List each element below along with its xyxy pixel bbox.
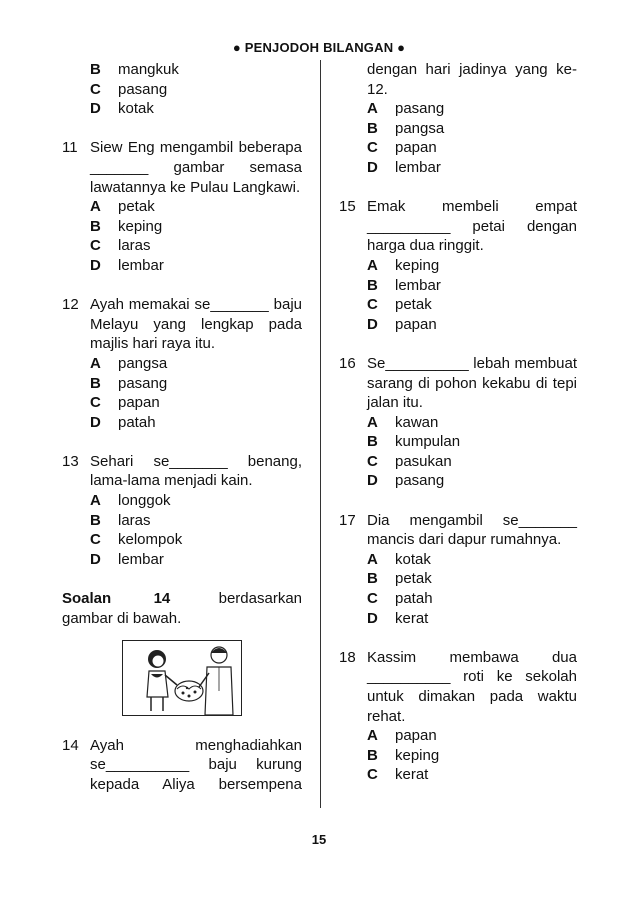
option-text: mangkuk — [118, 61, 179, 78]
option-a[interactable] — [90, 197, 302, 217]
option-c[interactable] — [367, 138, 577, 158]
option-text: lembar — [395, 158, 441, 176]
option-text: kumpulan — [395, 433, 461, 451]
option-letter: A — [90, 198, 101, 216]
option-letter: C — [90, 80, 101, 98]
question-10-tail — [62, 60, 302, 119]
option-text: petak — [118, 198, 155, 216]
option-text: laras — [118, 237, 151, 255]
option-letter: C — [367, 296, 378, 314]
option-letter: C — [367, 590, 378, 608]
option-text: keping — [395, 256, 440, 274]
option-letter: D — [367, 158, 378, 176]
options-q13 — [90, 491, 302, 569]
question-13 — [62, 452, 302, 570]
option-text: lembar — [118, 550, 164, 568]
question-stem: Se__________ lebah membuat sarang di pohon kekabu di tepi jalan itu. — [367, 354, 577, 412]
option-b[interactable] — [90, 511, 302, 531]
option-c[interactable] — [90, 393, 302, 413]
question-stem: Ayah menghadiahkan se__________ baju kurung kepada Aliya bersempena — [90, 736, 302, 793]
question-16 — [339, 354, 577, 491]
option-letter: A — [367, 100, 378, 118]
question-stem: dengan hari jadinya yang ke-12. — [367, 61, 577, 98]
option-a[interactable] — [90, 491, 302, 511]
option-text: kotak — [118, 100, 154, 118]
option-d[interactable] — [90, 99, 302, 119]
question-18 — [339, 648, 577, 785]
question-number: 16 — [339, 354, 356, 372]
option-letter: D — [367, 609, 378, 627]
option-letter: B — [90, 61, 101, 78]
option-text: petak — [395, 296, 432, 314]
column-divider — [320, 60, 321, 808]
option-letter: C — [367, 139, 378, 157]
option-text: kerat — [395, 609, 429, 627]
option-letter: B — [90, 374, 101, 392]
option-letter: A — [367, 256, 378, 274]
options-q16 — [367, 413, 577, 491]
option-letter: B — [367, 119, 378, 137]
option-a[interactable] — [90, 354, 302, 374]
question-stem: Kassim membawa dua __________ roti ke sekolah untuk dimakan pada waktu rehat. — [367, 648, 577, 725]
question-stem: Siew Eng mengambil beberapa _______ gambar semasa lawatannya ke Pulau Langkawi. — [90, 139, 302, 196]
option-letter: C — [90, 237, 101, 255]
question-number: 12 — [62, 296, 79, 314]
question-12 — [62, 295, 302, 432]
option-letter: B — [367, 570, 378, 588]
option-letter: C — [90, 531, 101, 549]
option-letter: D — [90, 413, 101, 431]
option-text: pasang — [395, 472, 445, 490]
option-a[interactable] — [367, 726, 577, 746]
question-number: 11 — [62, 139, 78, 157]
option-b[interactable] — [90, 217, 302, 237]
question-14-illustration — [122, 640, 242, 716]
question-stem: Ayah memakai se_______ baju Melayu yang lengkap pada majlis hari raya itu. — [90, 296, 302, 353]
question-number: 13 — [62, 452, 79, 470]
options-q12 — [90, 354, 302, 432]
left-column — [62, 60, 302, 795]
option-letter: D — [367, 472, 378, 490]
option-text: pasang — [395, 100, 445, 118]
option-text: pasukan — [395, 452, 452, 470]
option-text: petak — [395, 570, 432, 588]
option-a[interactable] — [367, 256, 577, 276]
option-letter: A — [367, 550, 378, 568]
option-text: pasang — [118, 80, 168, 98]
option-text: lembar — [118, 256, 164, 274]
right-column — [339, 60, 577, 785]
option-b[interactable] — [90, 60, 302, 80]
option-c[interactable] — [367, 765, 577, 785]
option-text: keping — [118, 217, 163, 235]
option-letter: D — [367, 315, 378, 333]
question-stem: Emak membeli empat __________ petai dengan harga dua ringgit. — [367, 198, 577, 255]
option-b[interactable] — [367, 119, 577, 139]
option-text: longgok — [118, 492, 171, 510]
question-14-continued — [339, 60, 577, 178]
instruction-text: berdasarkan gambar di bawah. — [62, 590, 303, 627]
option-letter: D — [90, 550, 101, 568]
option-letter: B — [367, 746, 378, 764]
option-a[interactable] — [367, 413, 577, 433]
question-number: 17 — [339, 511, 356, 529]
option-text: pasang — [118, 374, 168, 392]
option-letter: B — [367, 433, 378, 451]
options-q10 — [90, 60, 302, 119]
option-a[interactable] — [367, 99, 577, 119]
option-b[interactable] — [367, 746, 577, 766]
question-number: 14 — [62, 736, 79, 754]
option-letter: B — [90, 511, 101, 529]
question-14 — [62, 736, 302, 795]
option-b[interactable] — [90, 374, 302, 394]
option-text: kawan — [395, 413, 439, 431]
question-stem: Sehari se_______ benang, lama-lama menjadi kain. — [90, 452, 302, 490]
option-text: pangsa — [118, 354, 168, 372]
option-letter: A — [367, 727, 378, 745]
option-text: papan — [395, 315, 437, 333]
option-d[interactable] — [367, 471, 577, 491]
question-15 — [339, 197, 577, 334]
option-d[interactable] — [367, 158, 577, 178]
option-text: keping — [395, 746, 440, 764]
question-17 — [339, 511, 577, 629]
option-c[interactable] — [367, 295, 577, 315]
instruction-prefix: Soalan — [62, 590, 112, 608]
option-text: kelompok — [118, 531, 183, 549]
option-letter: D — [90, 256, 101, 274]
option-c[interactable] — [367, 452, 577, 472]
question-stem: Dia mengambil se_______ mancis dari dapur rumahnya. — [367, 511, 577, 549]
options-q17 — [367, 550, 577, 628]
option-text: papan — [118, 394, 160, 412]
option-text: papan — [395, 727, 437, 745]
options-q18 — [367, 726, 577, 785]
question-number: 15 — [339, 198, 356, 216]
option-text: lembar — [395, 276, 441, 294]
options-q15 — [367, 256, 577, 334]
father-gift-illustration — [123, 641, 241, 715]
option-c[interactable] — [367, 589, 577, 609]
option-letter: B — [90, 217, 101, 235]
option-text: patah — [395, 590, 433, 608]
option-text: laras — [118, 511, 151, 529]
option-text: papan — [395, 139, 437, 157]
option-text: pangsa — [395, 119, 445, 137]
option-letter: A — [90, 492, 101, 510]
option-c[interactable] — [90, 236, 302, 256]
option-b[interactable] — [367, 276, 577, 296]
page-header: ● PENJODOH BILANGAN ● — [232, 40, 406, 55]
page-number: 15 — [311, 832, 327, 847]
option-letter: B — [367, 276, 378, 294]
options-q14 — [367, 99, 577, 177]
option-letter: A — [367, 413, 378, 431]
option-d[interactable] — [90, 413, 302, 433]
question-number: 18 — [339, 648, 356, 666]
option-letter: C — [90, 394, 101, 412]
option-a[interactable] — [367, 550, 577, 570]
option-letter: D — [90, 100, 101, 118]
option-text: kerat — [395, 766, 429, 784]
option-b[interactable] — [367, 569, 577, 589]
question-11 — [62, 138, 302, 275]
option-letter: A — [90, 354, 101, 372]
instruction-number: 14 — [153, 590, 171, 608]
option-d[interactable] — [367, 315, 577, 335]
option-d[interactable] — [367, 609, 577, 629]
question-14-instruction — [62, 589, 302, 628]
option-c[interactable] — [90, 80, 302, 100]
option-letter: C — [367, 452, 378, 470]
option-d[interactable] — [90, 256, 302, 276]
option-c[interactable] — [90, 530, 302, 550]
option-b[interactable] — [367, 432, 577, 452]
option-d[interactable] — [90, 550, 302, 570]
options-q11 — [90, 197, 302, 275]
option-text: patah — [118, 413, 156, 431]
option-letter: C — [367, 766, 378, 784]
option-text: kotak — [395, 550, 431, 568]
